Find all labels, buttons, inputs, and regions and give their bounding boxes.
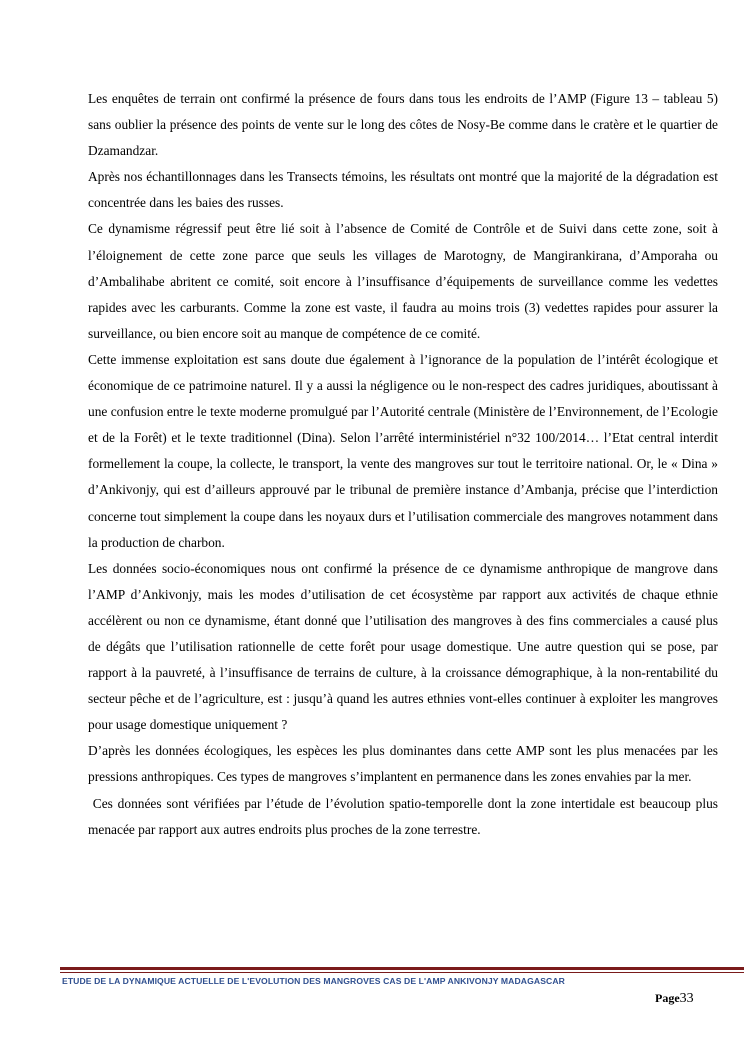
paragraph-4: Cette immense exploitation est sans doute due également à l’ignorance de la population de l’intérêt écologique et économique de ce patrimoine naturel. Il y a aussi la négligence ou le non-respect des cadres juridiques, aboutissant à une confusion entre le texte moderne promulgué par l’Autorité centrale (Ministère de l’Environnement, de l’Ecologie et de la Forêt) et le texte traditionnel (Dina). Selon l’arrêté interministériel n°32 100/2014… l’Etat central interdit formellement la coupe, la collecte, le transport, la vente des mangroves sur tout le territoire national. Or, le « Dina » d’Ankivonjy, qui est d’ailleurs approuvé par le tribunal de première instance d’Ambanja, précise que l’interdiction concerne tout simplement la coupe dans les noyaux durs et l’utilisation commerciale des mangroves notamment dans la production de charbon. [88,351,718,550]
paragraph-2: Après nos échantillonnages dans les Transects témoins, les résultats ont montré que la majorité de la dégradation est concentrée dans les baies des russes. [88,169,718,211]
footer-rule-thin [60,972,744,973]
paragraph-7: Ces données sont vérifiées par l’étude de l’évolution spatio-temporelle dont la zone intertidale est beaucoup plus menacée par rapport aux autres endroits plus proches de la zone terrestre. [88,795,722,837]
paragraph-3: Ce dynamisme régressif peut être lié soit à l’absence de Comité de Contrôle et de Suivi dans cette zone, soit à l’éloignement de cette zone parce que seuls les villages de Marotogny, de Mangirankirana, d’Amporaha ou d’Ambalihabe abritent ce comité, soit encore à l’insuffisance d’équipements de surveillance comme les vedettes rapides avec les carburants. Comme la zone est vaste, il faudra au moins trois (3) vedettes rapides pour assurer la surveillance, ou bien encore soit au manque de compétence de ce comité. [88,221,718,341]
document-body [88,86,722,843]
page-number [655,991,694,1007]
paragraph-1: Les enquêtes de terrain ont confirmé la présence de fours dans tous les endroits de l’AMP (Figure 13 – tableau 5) sans oublier la présence des points de vente sur le long des côtes de Nosy-Be comme dans le cratère et le quartier de Dzamandzar. [88,91,718,159]
page-label: Page [655,991,680,1005]
footer-rule [60,967,744,970]
paragraph-5: Les données socio-économiques nous ont confirmé la présence de ce dynamisme anthropique de mangrove dans l’AMP d’Ankivonjy, mais les modes d’utilisation de cet écosystème par rapport aux activités de chaque ethnie accélèrent ou non ce dynamisme, étant donné que l’utilisation des mangroves à des fins commerciales a causé plus de dégâts que l’utilisation rationnelle de cette forêt pour usage domestique. Une autre question qui se pose, par rapport à la pauvreté, à l’insuffisance de terrains de culture, à la croissance démographique, à la non-rentabilité du secteur pêche et de l’agriculture, est : jusqu’à quand les autres ethnies vont-elles continuer à exploiter les mangroves pour usage domestique uniquement ? [88,560,718,733]
paragraph-6: D’après les données écologiques, les espèces les plus dominantes dans cette AMP sont les plus menacées par les pressions anthropiques. Ces types de mangroves s’implantent en permanence dans les zones envahies par la mer. [88,743,718,785]
footer-title: ETUDE DE LA DYNAMIQUE ACTUELLE DE L'EVOLUTION DES MANGROVES CAS DE L'AMP ANKIVONJY MADAGASCAR [62,976,565,986]
page-number-value: 33 [679,991,694,1006]
